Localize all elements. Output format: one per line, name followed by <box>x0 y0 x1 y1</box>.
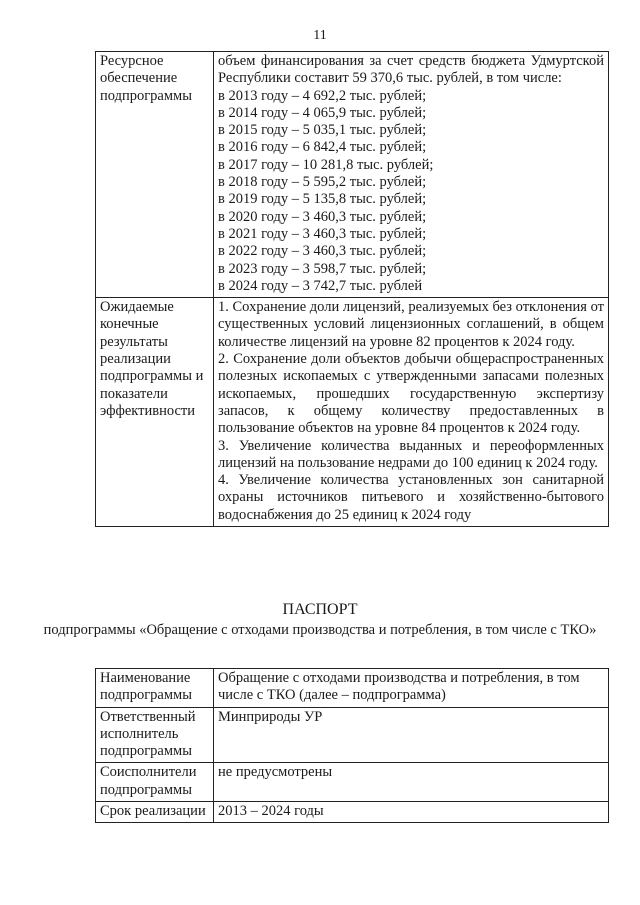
resource-row <box>96 52 609 298</box>
table-row <box>96 707 609 763</box>
result-item: 3. Увеличение количества выданных и переоформленных лицензий на пользование недрами до 100 единиц к 2024 году. <box>218 437 604 471</box>
row-value: 2013 – 2024 годы <box>214 802 609 823</box>
year-line: в 2013 году – 4 692,2 тыс. рублей; <box>218 87 427 104</box>
year-line: в 2022 году – 3 460,3 тыс. рублей; <box>218 243 427 260</box>
row-value: не предусмотрены <box>214 763 609 802</box>
results-value <box>214 298 609 527</box>
year-line: в 2023 году – 3 598,7 тыс. рублей; <box>218 260 427 277</box>
row-label: Наименование подпрограммы <box>96 669 214 708</box>
row-label: Ответственный исполнитель подпрограммы <box>96 707 214 763</box>
result-item: 2. Сохранение доли объектов добычи общераспространенных полезных ископаемых с утвержденными запасами полезных ископаемых, прошедших государственную экспертизу запасов, к общему количеству предоставленных в пользование объектов на уровне 84 процентов к 2024 году. <box>218 351 604 437</box>
year-line: в 2020 году – 3 460,3 тыс. рублей; <box>218 208 427 225</box>
results-row <box>96 298 609 527</box>
passport-title: ПАСПОРТ <box>282 601 358 618</box>
result-item: 4. Увеличение количества установленных зон санитарной охраны источников питьевого и хозяйственно-бытового водоснабжения до 25 единиц к 2024 году <box>218 472 604 523</box>
resource-value <box>214 52 609 298</box>
resource-label: Ресурсное обеспечение подпрограммы <box>96 52 214 298</box>
row-label: Срок реализации <box>96 802 214 823</box>
passport-table <box>95 668 609 823</box>
year-line: в 2016 году – 6 842,4 тыс. рублей; <box>218 139 427 156</box>
passport-subtitle <box>0 622 640 640</box>
year-line: в 2021 году – 3 460,3 тыс. рублей; <box>218 225 427 242</box>
row-label: Соисполнители подпрограммы <box>96 763 214 802</box>
year-line: в 2015 году – 5 035,1 тыс. рублей; <box>218 122 427 139</box>
row-value: Минприроды УР <box>214 707 609 763</box>
table-row <box>96 763 609 802</box>
year-line: в 2019 году – 5 135,8 тыс. рублей; <box>218 191 427 208</box>
year-line: в 2014 году – 4 065,9 тыс. рублей; <box>218 104 427 121</box>
page-number: 11 <box>313 28 327 43</box>
result-item: 1. Сохранение доли лицензий, реализуемых без отклонения от существенных условий лицензионных соглашений, в общем количестве лицензий на уровне 82 процентов к 2024 году. <box>218 299 604 350</box>
year-line: в 2018 году – 5 595,2 тыс. рублей; <box>218 174 427 191</box>
table-row <box>96 669 609 708</box>
resource-intro: объем финансирования за счет средств бюджета Удмуртской Республики составит 59 370,6 тыс. рублей, в том числе: <box>218 53 604 87</box>
subprogram-passport-table-continued <box>95 51 609 527</box>
results-label: Ожидаемые конечные результаты реализации подпрограммы и показатели эффективности <box>96 298 214 527</box>
year-line: в 2024 году – 3 742,7 тыс. рублей <box>218 277 423 294</box>
year-line: в 2017 году – 10 281,8 тыс. рублей; <box>218 156 434 173</box>
passport-subtitle-text: подпрограммы «Обращение с отходами производства и потребления, в том числе с ТКО» <box>43 622 597 638</box>
row-value: Обращение с отходами производства и потребления, в том числе с ТКО (далее – подпрограмма) <box>214 669 609 708</box>
table-row <box>96 802 609 823</box>
